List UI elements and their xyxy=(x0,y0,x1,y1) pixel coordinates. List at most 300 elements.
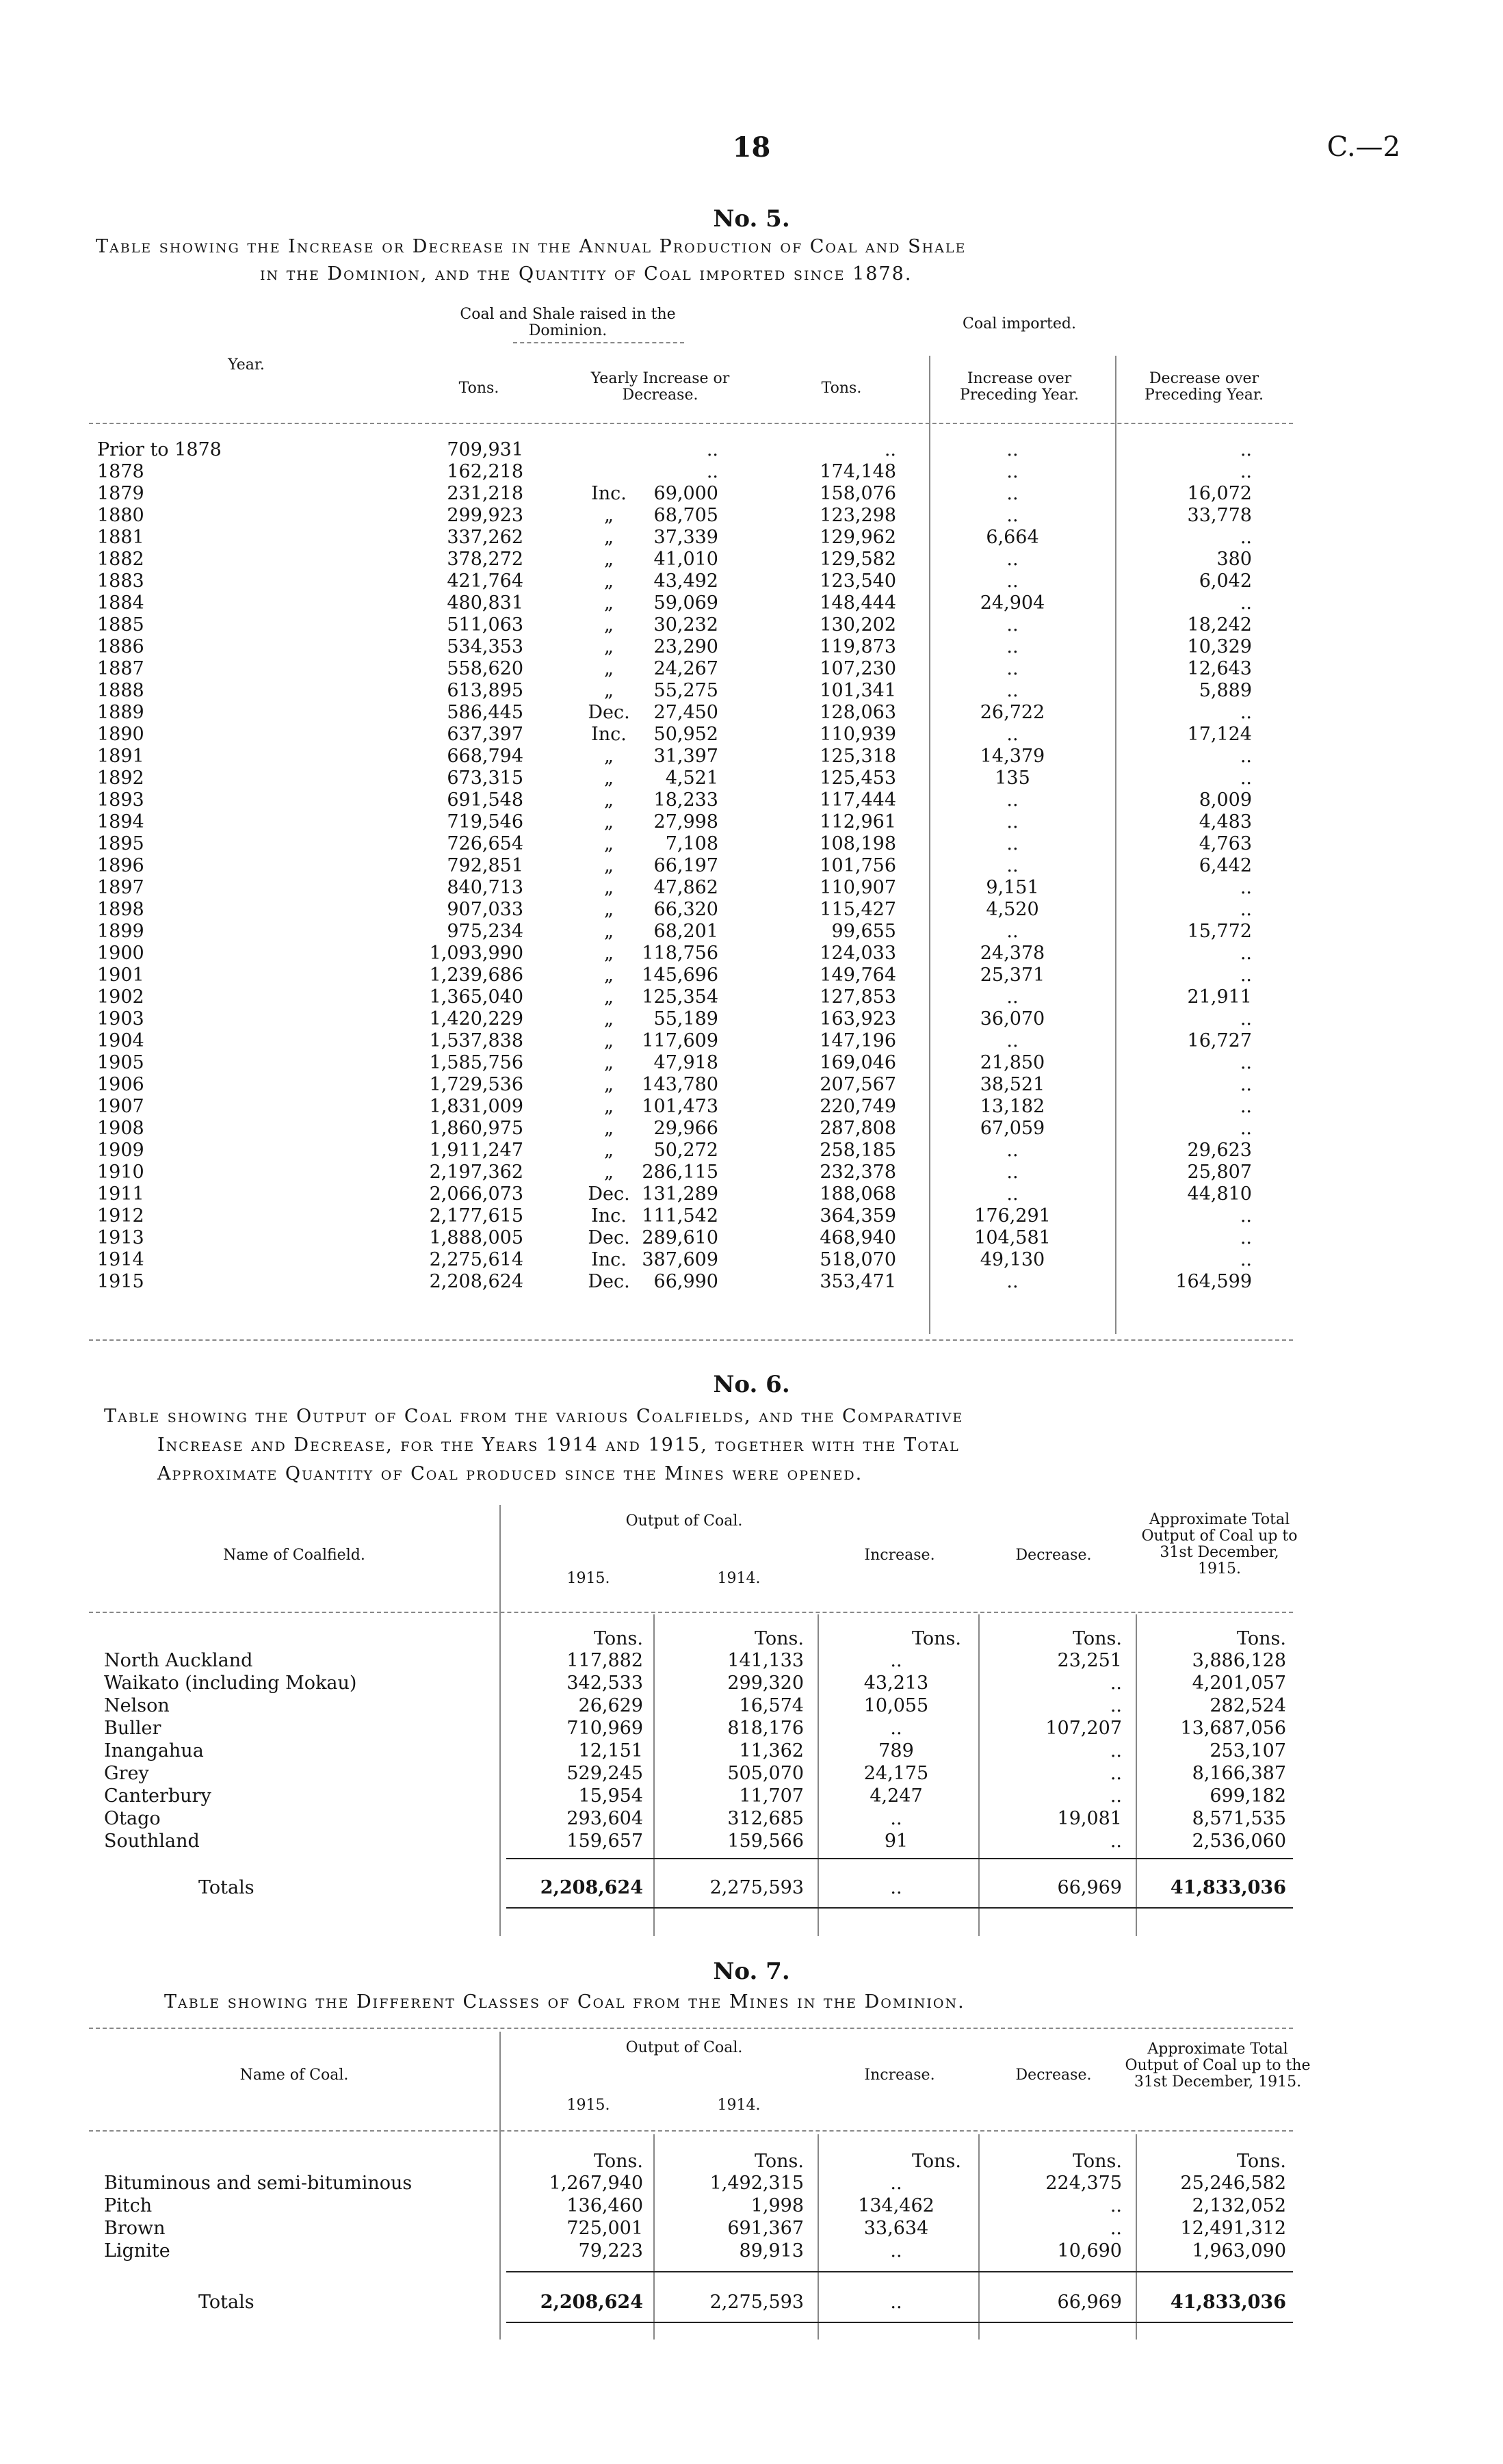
table-row xyxy=(0,680,1503,702)
unit-label: Tons. xyxy=(912,2151,961,2172)
decrease-prev-cell: 44,810 xyxy=(1187,1183,1252,1205)
table7-totals-rule xyxy=(506,2271,1293,2272)
tons-raised-cell: 1,537,838 xyxy=(429,1030,523,1051)
output-1914-cell: 141,133 xyxy=(727,1650,804,1671)
increase-prev-cell: .. xyxy=(1006,855,1019,876)
table-row xyxy=(0,636,1503,658)
decrease-prev-cell: .. xyxy=(1240,439,1252,460)
table-row xyxy=(0,877,1503,899)
tons-imported-cell: 174,148 xyxy=(820,461,896,482)
increase-prev-cell: 9,151 xyxy=(986,877,1039,898)
tons-imported-cell: 124,033 xyxy=(820,943,896,964)
document-reference: C.—2 xyxy=(1326,131,1400,163)
table7-col-decrease: Decrease. xyxy=(1015,2067,1092,2084)
year-cell: 1905 xyxy=(97,1052,144,1073)
table7-totals-row xyxy=(0,2292,1503,2314)
table-row xyxy=(0,1718,1503,1740)
tons-raised-cell: 673,315 xyxy=(447,768,523,789)
change-kind-cell: „ xyxy=(604,1118,614,1139)
year-cell: 1892 xyxy=(97,768,144,789)
tons-raised-cell: 378,272 xyxy=(447,549,523,570)
table-row xyxy=(0,1650,1503,1672)
change-kind-cell: Inc. xyxy=(591,1205,627,1227)
change-kind-cell: Inc. xyxy=(591,483,627,504)
tons-imported-cell: 468,940 xyxy=(820,1227,896,1248)
table-row xyxy=(0,2240,1503,2262)
increase-prev-cell: .. xyxy=(1006,614,1019,635)
table-row xyxy=(0,811,1503,833)
coalfield-name-cell: Lignite xyxy=(104,2240,170,2262)
table-row xyxy=(0,965,1503,986)
tons-imported-cell: 117,444 xyxy=(820,789,896,811)
tons-raised-cell: 337,262 xyxy=(447,527,523,548)
table-row xyxy=(0,1030,1503,1052)
tons-raised-cell: 719,546 xyxy=(447,811,523,833)
change-kind-cell: „ xyxy=(604,614,614,635)
table7-footer-rule xyxy=(506,2322,1293,2323)
tons-imported-cell: 99,655 xyxy=(831,921,896,942)
totals-1915: 2,208,624 xyxy=(540,2292,643,2313)
year-cell: 1886 xyxy=(97,636,144,657)
year-cell: 1914 xyxy=(97,1249,144,1270)
change-kind-cell: „ xyxy=(604,921,614,942)
decrease-prev-cell: .. xyxy=(1240,1227,1252,1248)
increase-prev-cell: 176,291 xyxy=(974,1205,1051,1227)
increase-prev-cell: 104,581 xyxy=(974,1227,1051,1248)
increase-prev-cell: .. xyxy=(1006,461,1019,482)
table6-col-name: Name of Coalfield. xyxy=(223,1547,365,1564)
yearly-change-cell: 47,862 xyxy=(653,877,718,898)
tons-imported-cell: 125,318 xyxy=(820,746,896,767)
table-row xyxy=(0,2173,1503,2194)
table-row xyxy=(0,1271,1503,1293)
year-cell: 1887 xyxy=(97,658,144,679)
table5-col-year: Year. xyxy=(228,356,265,373)
output-1915-cell: 725,001 xyxy=(566,2218,643,2239)
increase-prev-cell: 21,850 xyxy=(980,1052,1045,1073)
output-1915-cell: 12,151 xyxy=(578,1740,643,1761)
table-row xyxy=(0,1785,1503,1807)
tons-imported-cell: 110,939 xyxy=(820,724,896,745)
decrease-cell: .. xyxy=(1110,1763,1122,1784)
table6-col-total: Approximate Total Output of Coal up to 31st December, 1915. xyxy=(1141,1511,1298,1577)
total-output-cell: 12,491,312 xyxy=(1180,2218,1286,2239)
yearly-change-cell: 69,000 xyxy=(653,483,718,504)
totals-1914: 2,275,593 xyxy=(709,1877,804,1898)
total-output-cell: 282,524 xyxy=(1210,1695,1286,1716)
tons-imported-cell: 128,063 xyxy=(820,702,896,723)
table-row xyxy=(0,943,1503,965)
yearly-change-cell: 131,289 xyxy=(642,1183,718,1205)
decrease-prev-cell: 18,242 xyxy=(1187,614,1252,635)
year-cell: 1894 xyxy=(97,811,144,833)
output-1914-cell: 299,320 xyxy=(727,1673,804,1694)
tons-imported-cell: 287,808 xyxy=(820,1118,896,1139)
table-row xyxy=(0,1052,1503,1074)
year-cell: 1888 xyxy=(97,680,144,701)
table-row xyxy=(0,549,1503,571)
coalfield-name-cell: Otago xyxy=(104,1808,161,1829)
coalfield-name-cell: Grey xyxy=(104,1763,149,1784)
decrease-prev-cell: 4,763 xyxy=(1199,833,1252,854)
yearly-change-cell: 55,275 xyxy=(653,680,718,701)
output-1915-cell: 159,657 xyxy=(566,1831,643,1852)
totals-decrease: 66,969 xyxy=(1057,1877,1122,1898)
table-row xyxy=(0,833,1503,855)
table7-col-output: Output of Coal. xyxy=(625,2039,743,2056)
change-kind-cell: „ xyxy=(604,1074,614,1095)
increase-prev-cell: .. xyxy=(1006,680,1019,701)
tons-raised-cell: 668,794 xyxy=(447,746,523,767)
tons-raised-cell: 231,218 xyxy=(447,483,523,504)
tons-raised-cell: 1,911,247 xyxy=(429,1140,523,1161)
table5-col-yearly: Yearly Increase or Decrease. xyxy=(590,370,730,404)
unit-label: Tons. xyxy=(1073,1628,1122,1649)
year-cell: 1893 xyxy=(97,789,144,811)
coalfield-name-cell: North Auckland xyxy=(104,1650,253,1671)
year-cell: 1913 xyxy=(97,1227,144,1248)
tons-raised-cell: 586,445 xyxy=(447,702,523,723)
tons-imported-cell: 364,359 xyxy=(820,1205,896,1227)
decrease-prev-cell: 15,772 xyxy=(1187,921,1252,942)
change-kind-cell: „ xyxy=(604,1162,614,1183)
yearly-change-cell: 387,609 xyxy=(642,1249,718,1270)
table-row xyxy=(0,855,1503,877)
increase-prev-cell: 25,371 xyxy=(980,965,1045,986)
yearly-change-cell: 59,069 xyxy=(653,592,718,614)
table-row xyxy=(0,1183,1503,1205)
table-row xyxy=(0,1740,1503,1762)
tons-raised-cell: 1,420,229 xyxy=(429,1008,523,1030)
decrease-prev-cell: .. xyxy=(1240,965,1252,986)
table-row xyxy=(0,505,1503,527)
increase-prev-cell: .. xyxy=(1006,658,1019,679)
yearly-change-cell: 27,450 xyxy=(653,702,718,723)
table7-header-rule xyxy=(89,2130,1293,2132)
tons-imported-cell: 129,962 xyxy=(820,527,896,548)
table-row xyxy=(0,986,1503,1008)
table-row xyxy=(0,1763,1503,1785)
totals-increase: .. xyxy=(890,1877,902,1898)
tons-imported-cell: 169,046 xyxy=(820,1052,896,1073)
increase-prev-cell: 36,070 xyxy=(980,1008,1045,1030)
tons-imported-cell: 123,540 xyxy=(820,571,896,592)
yearly-change-cell: 66,197 xyxy=(653,855,718,876)
change-kind-cell: „ xyxy=(604,789,614,811)
table-row xyxy=(0,768,1503,789)
yearly-change-cell: 117,609 xyxy=(642,1030,718,1051)
table-row xyxy=(0,1118,1503,1140)
tons-imported-cell: 220,749 xyxy=(820,1096,896,1117)
table-row xyxy=(0,921,1503,943)
yearly-change-cell: 66,320 xyxy=(653,899,718,920)
increase-prev-cell: 14,379 xyxy=(980,746,1045,767)
increase-cell: .. xyxy=(890,1718,902,1739)
tons-raised-cell: 299,923 xyxy=(447,505,523,526)
tons-imported-cell: 232,378 xyxy=(820,1162,896,1183)
tons-raised-cell: 840,713 xyxy=(447,877,523,898)
table-row xyxy=(0,1808,1503,1830)
table-row xyxy=(0,614,1503,636)
table-row xyxy=(0,1074,1503,1096)
table-row xyxy=(0,1205,1503,1227)
output-1914-cell: 89,913 xyxy=(739,2240,804,2262)
coalfield-name-cell: Pitch xyxy=(104,2195,153,2216)
tons-imported-cell: 129,582 xyxy=(820,549,896,570)
increase-prev-cell: .. xyxy=(1006,789,1019,811)
increase-prev-cell: .. xyxy=(1006,724,1019,745)
decrease-cell: .. xyxy=(1110,1740,1122,1761)
tons-raised-cell: 1,585,756 xyxy=(429,1052,523,1073)
table-row xyxy=(0,1831,1503,1852)
output-1915-cell: 1,267,940 xyxy=(549,2173,643,2194)
increase-prev-cell: .. xyxy=(1006,833,1019,854)
increase-cell: 789 xyxy=(878,1740,914,1761)
year-cell: 1915 xyxy=(97,1271,144,1292)
table6-col-1915: 1915. xyxy=(566,1570,610,1587)
table6-totals-row xyxy=(0,1877,1503,1899)
change-kind-cell: „ xyxy=(604,986,614,1008)
decrease-prev-cell: 16,727 xyxy=(1187,1030,1252,1051)
decrease-cell: 224,375 xyxy=(1045,2173,1122,2194)
year-cell: 1898 xyxy=(97,899,144,920)
year-cell: 1890 xyxy=(97,724,144,745)
yearly-change-cell: .. xyxy=(706,439,718,460)
output-1914-cell: 11,362 xyxy=(739,1740,804,1761)
table-row xyxy=(0,789,1503,811)
tons-raised-cell: 975,234 xyxy=(447,921,523,942)
change-kind-cell: „ xyxy=(604,943,614,964)
yearly-change-cell: 4,521 xyxy=(665,768,718,789)
year-cell: 1896 xyxy=(97,855,144,876)
total-output-cell: 25,246,582 xyxy=(1180,2173,1286,2194)
tons-imported-cell: 158,076 xyxy=(820,483,896,504)
decrease-prev-cell: .. xyxy=(1240,943,1252,964)
decrease-prev-cell: .. xyxy=(1240,1249,1252,1270)
increase-cell: .. xyxy=(890,2240,902,2262)
table-row xyxy=(0,1673,1503,1694)
table6-caption-line2: Increase and Decrease, for the Years 1914 and 1915, together with the Total xyxy=(157,1434,960,1456)
tons-raised-cell: 511,063 xyxy=(447,614,523,635)
decrease-prev-cell: .. xyxy=(1240,592,1252,614)
yearly-change-cell: 43,492 xyxy=(653,571,718,592)
decrease-prev-cell: .. xyxy=(1240,527,1252,548)
total-output-cell: 2,536,060 xyxy=(1192,1831,1286,1852)
tons-raised-cell: 1,365,040 xyxy=(429,986,523,1008)
increase-prev-cell: .. xyxy=(1006,986,1019,1008)
output-1915-cell: 710,969 xyxy=(566,1718,643,1739)
increase-prev-cell: 6,664 xyxy=(986,527,1039,548)
table-row xyxy=(0,592,1503,614)
year-cell: 1902 xyxy=(97,986,144,1008)
table7-col-total: Approximate Total Output of Coal up to the 31st December, 1915. xyxy=(1125,2041,1311,2091)
tons-raised-cell: 480,831 xyxy=(447,592,523,614)
increase-prev-cell: .. xyxy=(1006,549,1019,570)
table5-group-rule xyxy=(513,342,684,343)
change-kind-cell: Dec. xyxy=(588,1271,630,1292)
tons-raised-cell: 2,177,615 xyxy=(429,1205,523,1227)
decrease-cell: .. xyxy=(1110,1785,1122,1807)
table-row xyxy=(0,2218,1503,2240)
tons-imported-cell: 149,764 xyxy=(820,965,896,986)
yearly-change-cell: 23,290 xyxy=(653,636,718,657)
coalfield-name-cell: Brown xyxy=(104,2218,166,2239)
year-cell: 1891 xyxy=(97,746,144,767)
change-kind-cell: „ xyxy=(604,746,614,767)
output-1914-cell: 1,492,315 xyxy=(709,2173,804,2194)
tons-imported-cell: 147,196 xyxy=(820,1030,896,1051)
tons-raised-cell: 709,931 xyxy=(447,439,523,460)
tons-raised-cell: 613,895 xyxy=(447,680,523,701)
decrease-prev-cell: 6,042 xyxy=(1199,571,1252,592)
totals-label: Totals xyxy=(198,2292,254,2313)
decrease-prev-cell: .. xyxy=(1240,768,1252,789)
year-cell: 1879 xyxy=(97,483,144,504)
page-number: 18 xyxy=(732,131,771,163)
year-cell: 1883 xyxy=(97,571,144,592)
output-1915-cell: 136,460 xyxy=(566,2195,643,2216)
change-kind-cell: Inc. xyxy=(591,1249,627,1270)
tons-raised-cell: 1,831,009 xyxy=(429,1096,523,1117)
increase-prev-cell: .. xyxy=(1006,1140,1019,1161)
table5-caption-line2: in the Dominion, and the Quantity of Coal imported since 1878. xyxy=(260,263,913,285)
decrease-prev-cell: 12,643 xyxy=(1187,658,1252,679)
change-kind-cell: „ xyxy=(604,1052,614,1073)
increase-cell: .. xyxy=(890,2173,902,2194)
table5-number: No. 5. xyxy=(713,205,790,233)
change-kind-cell: „ xyxy=(604,1030,614,1051)
tons-imported-cell: 127,853 xyxy=(820,986,896,1008)
year-cell: 1901 xyxy=(97,965,144,986)
year-cell: 1889 xyxy=(97,702,144,723)
unit-label: Tons. xyxy=(1237,2151,1286,2172)
change-kind-cell: „ xyxy=(604,1008,614,1030)
output-1915-cell: 15,954 xyxy=(578,1785,643,1807)
total-output-cell: 1,963,090 xyxy=(1192,2240,1286,2262)
yearly-change-cell: 66,990 xyxy=(653,1271,718,1292)
table6-number: No. 6. xyxy=(713,1371,790,1398)
increase-cell: .. xyxy=(890,1650,902,1671)
decrease-prev-cell: 21,911 xyxy=(1187,986,1252,1008)
yearly-change-cell: 50,272 xyxy=(653,1140,718,1161)
tons-imported-cell: 188,068 xyxy=(820,1183,896,1205)
table5-col-tons: Tons. xyxy=(458,380,499,397)
year-cell: 1885 xyxy=(97,614,144,635)
decrease-cell: .. xyxy=(1110,2218,1122,2239)
increase-prev-cell: .. xyxy=(1006,921,1019,942)
year-cell: 1908 xyxy=(97,1118,144,1139)
yearly-change-cell: 289,610 xyxy=(642,1227,718,1248)
decrease-prev-cell: 29,623 xyxy=(1187,1140,1252,1161)
year-cell: 1880 xyxy=(97,505,144,526)
tons-imported-cell: 518,070 xyxy=(820,1249,896,1270)
increase-prev-cell: 38,521 xyxy=(980,1074,1045,1095)
output-1914-cell: 818,176 xyxy=(727,1718,804,1739)
yearly-change-cell: 286,115 xyxy=(642,1162,718,1183)
change-kind-cell: „ xyxy=(604,592,614,614)
change-kind-cell: „ xyxy=(604,680,614,701)
increase-cell: 4,247 xyxy=(870,1785,923,1807)
table7-col-name: Name of Coal. xyxy=(239,2067,349,2084)
yearly-change-cell: 30,232 xyxy=(653,614,718,635)
output-1915-cell: 529,245 xyxy=(566,1763,643,1784)
table-row xyxy=(0,1096,1503,1118)
coalfield-name-cell: Nelson xyxy=(104,1695,170,1716)
year-cell: 1895 xyxy=(97,833,144,854)
increase-prev-cell: 26,722 xyxy=(980,702,1045,723)
yearly-change-cell: 29,966 xyxy=(653,1118,718,1139)
yearly-change-cell: .. xyxy=(706,461,718,482)
tons-raised-cell: 1,093,990 xyxy=(429,943,523,964)
increase-prev-cell: 4,520 xyxy=(986,899,1039,920)
table-row xyxy=(0,658,1503,680)
table-row xyxy=(0,899,1503,921)
table7-number: No. 7. xyxy=(713,1958,790,1985)
increase-prev-cell: .. xyxy=(1006,1271,1019,1292)
output-1915-cell: 79,223 xyxy=(578,2240,643,2262)
output-1914-cell: 691,367 xyxy=(727,2218,804,2239)
total-output-cell: 253,107 xyxy=(1210,1740,1286,1761)
decrease-cell: 107,207 xyxy=(1045,1718,1122,1739)
table-row xyxy=(0,439,1503,461)
tons-raised-cell: 2,275,614 xyxy=(429,1249,523,1270)
yearly-change-cell: 31,397 xyxy=(653,746,718,767)
yearly-change-cell: 145,696 xyxy=(642,965,718,986)
unit-label: Tons. xyxy=(1073,2151,1122,2172)
year-cell: Prior to 1878 xyxy=(97,439,222,460)
output-1914-cell: 11,707 xyxy=(739,1785,804,1807)
increase-cell: .. xyxy=(890,1808,902,1829)
table7-caption: Table showing the Different Classes of Coal from the Mines in the Dominion. xyxy=(164,1991,965,2013)
increase-prev-cell: 49,130 xyxy=(980,1249,1045,1270)
yearly-change-cell: 111,542 xyxy=(642,1205,718,1227)
tons-raised-cell: 162,218 xyxy=(447,461,523,482)
change-kind-cell: „ xyxy=(604,877,614,898)
unit-label: Tons. xyxy=(594,1628,643,1649)
tons-imported-cell: 258,185 xyxy=(820,1140,896,1161)
change-kind-cell: „ xyxy=(604,549,614,570)
yearly-change-cell: 101,473 xyxy=(642,1096,718,1117)
yearly-change-cell: 24,267 xyxy=(653,658,718,679)
table7-col-1915: 1915. xyxy=(566,2097,610,2114)
output-1915-cell: 342,533 xyxy=(566,1673,643,1694)
increase-prev-cell: .. xyxy=(1006,571,1019,592)
unit-label: Tons. xyxy=(755,1628,804,1649)
change-kind-cell: Dec. xyxy=(588,1227,630,1248)
decrease-cell: .. xyxy=(1110,1831,1122,1852)
totals-total: 41,833,036 xyxy=(1170,1877,1286,1898)
table-row xyxy=(0,724,1503,746)
year-cell: 1882 xyxy=(97,549,144,570)
unit-label: Tons. xyxy=(594,2151,643,2172)
year-cell: 1884 xyxy=(97,592,144,614)
tons-imported-cell: 115,427 xyxy=(820,899,896,920)
year-cell: 1878 xyxy=(97,461,144,482)
change-kind-cell: „ xyxy=(604,1096,614,1117)
decrease-prev-cell: 33,778 xyxy=(1187,505,1252,526)
increase-cell: 24,175 xyxy=(863,1763,929,1784)
total-output-cell: 699,182 xyxy=(1210,1785,1286,1807)
tons-imported-cell: .. xyxy=(884,439,896,460)
table-row xyxy=(0,527,1503,549)
change-kind-cell: „ xyxy=(604,636,614,657)
tons-imported-cell: 108,198 xyxy=(820,833,896,854)
increase-prev-cell: .. xyxy=(1006,505,1019,526)
decrease-prev-cell: .. xyxy=(1240,877,1252,898)
table7-col-1914: 1914. xyxy=(717,2097,761,2114)
output-1914-cell: 505,070 xyxy=(727,1763,804,1784)
tons-imported-cell: 130,202 xyxy=(820,614,896,635)
